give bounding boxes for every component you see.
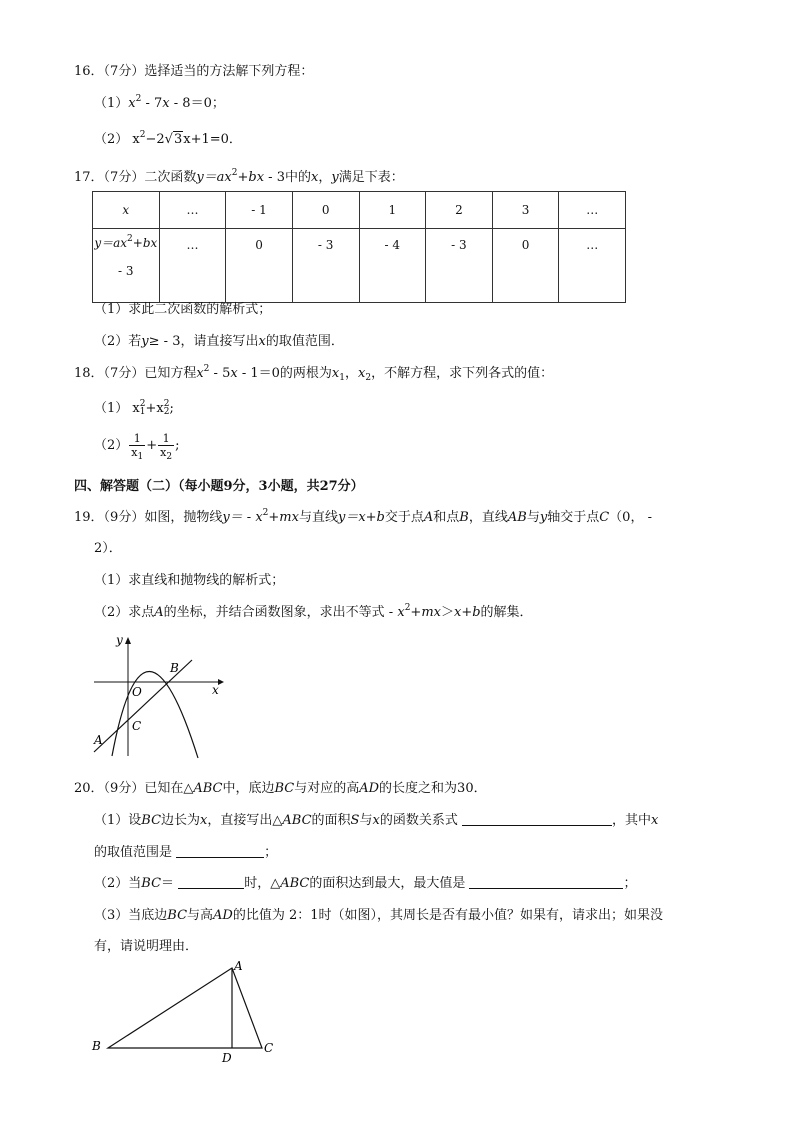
point-c-label: C	[132, 719, 142, 733]
q18-part2: （2） $\frac{1}{x_1}$ + $\frac{1}{x_2}$ ;	[94, 432, 180, 462]
q20-part1-cont: 的取值范围是 ；	[94, 845, 278, 860]
answer-blank[interactable]	[462, 813, 612, 826]
table-cell: …	[159, 192, 226, 229]
q20-part1: （1）设BC边长为x，直接写出△ABC的面积S与x的函数关系式 ，其中x	[94, 813, 659, 828]
point-d-label: D	[222, 1051, 232, 1065]
q16-part1: $(1)x^2 - 7x - 8=0$；	[94, 94, 225, 111]
q17-heading: 17．（7分）二次函数$y=ax^2+bx - 3$中的x，y满足下表：	[74, 168, 404, 185]
q17-part2: （2）若y≥ - 3，请直接写出x的取值范围．	[94, 334, 344, 349]
table-cell: 2	[426, 192, 493, 229]
answer-blank[interactable]	[469, 876, 623, 889]
table-cell: 0	[292, 192, 359, 229]
table-cell: - 1	[226, 192, 293, 229]
q20-part2: （2）当BC＝ 时，△ABC的面积达到最大，最大值是 ；	[94, 876, 637, 891]
q20-part3: （3）当底边BC与高AD的比值为 2：1时（如图），其周长是否有最小值？如果有，请求出；如果没	[94, 908, 664, 923]
vertex-c-label: C	[264, 1041, 274, 1055]
triangle-figure	[88, 956, 288, 1066]
q19-part1: （1）求直线和抛物线的解析式；	[94, 573, 285, 588]
table-cell: …	[559, 192, 626, 229]
table-row	[93, 192, 626, 229]
parabola-figure	[86, 632, 226, 760]
triangle-abc	[108, 968, 262, 1048]
q20-line1: 20．（9分）已知在△ABC中，底边BC与对应的高AD的长度之和为30．	[74, 781, 487, 796]
x-label: x	[212, 683, 219, 697]
x-axis-arrow	[218, 679, 224, 685]
q19-part2: （2）求点A的坐标，并结合函数图象，求出不等式 - $x^2+mx>x+b$的解集．	[94, 603, 533, 620]
table-cell: 0	[226, 229, 293, 303]
y-axis-arrow	[125, 637, 131, 644]
vertex-b-label: B	[92, 1039, 101, 1053]
table-cell: 0	[492, 229, 559, 303]
vertex-a-label: A	[234, 959, 243, 973]
point-o-label: O	[132, 685, 142, 699]
q16-heading: 16．（7分）选择适当的方法解下列方程：	[74, 64, 314, 79]
table-cell: x	[93, 192, 160, 229]
table-cell-label: $y=ax^2+bx$ - 3	[93, 229, 160, 303]
table-cell: - 4	[359, 229, 426, 303]
point-a-label: A	[94, 733, 103, 747]
answer-blank[interactable]	[178, 876, 244, 889]
q18-heading: 18．（7分）已知方程$x^2 - 5x - 1=0$的两根为$x_1$，$x_2$，不解方程，求下列各式的值：	[74, 364, 554, 383]
value-table	[92, 191, 626, 303]
table-cell: 1	[359, 192, 426, 229]
sqrt-sign: √	[164, 132, 173, 147]
q16-part2: （2） $x^2-2√3x+1=0$．	[94, 130, 242, 147]
q20-part3-cont: 有，请说明理由．	[94, 939, 199, 954]
table-cell: …	[159, 229, 226, 303]
table-cell: …	[559, 229, 626, 303]
point-b-label: B	[170, 661, 179, 675]
answer-blank[interactable]	[176, 845, 264, 858]
section-heading: 四、解答题（二）（每小题9分，3小题，共27分）	[74, 479, 364, 494]
table-row	[93, 229, 626, 303]
y-label: y	[116, 633, 123, 647]
fraction: $\frac{1}{x_2}$	[160, 432, 173, 462]
table-cell: 3	[492, 192, 559, 229]
parabola-curve	[112, 671, 198, 758]
table-cell: - 3	[426, 229, 493, 303]
fraction: $\frac{1}{x_1}$	[131, 432, 144, 462]
q17-part1: （1）求此二次函数的解析式；	[94, 302, 272, 317]
q19-line1: 19．（9分）如图，抛物线$y= - x^2+mx$与直线y＝x+b交于点A和点B，直线AB与y轴交于点C（0， -	[74, 508, 652, 525]
q18-part1: （1） x 2 1 +x 2 2 ;	[94, 399, 174, 417]
table-cell: - 3	[292, 229, 359, 303]
q19-line2: 2）．	[94, 541, 122, 556]
